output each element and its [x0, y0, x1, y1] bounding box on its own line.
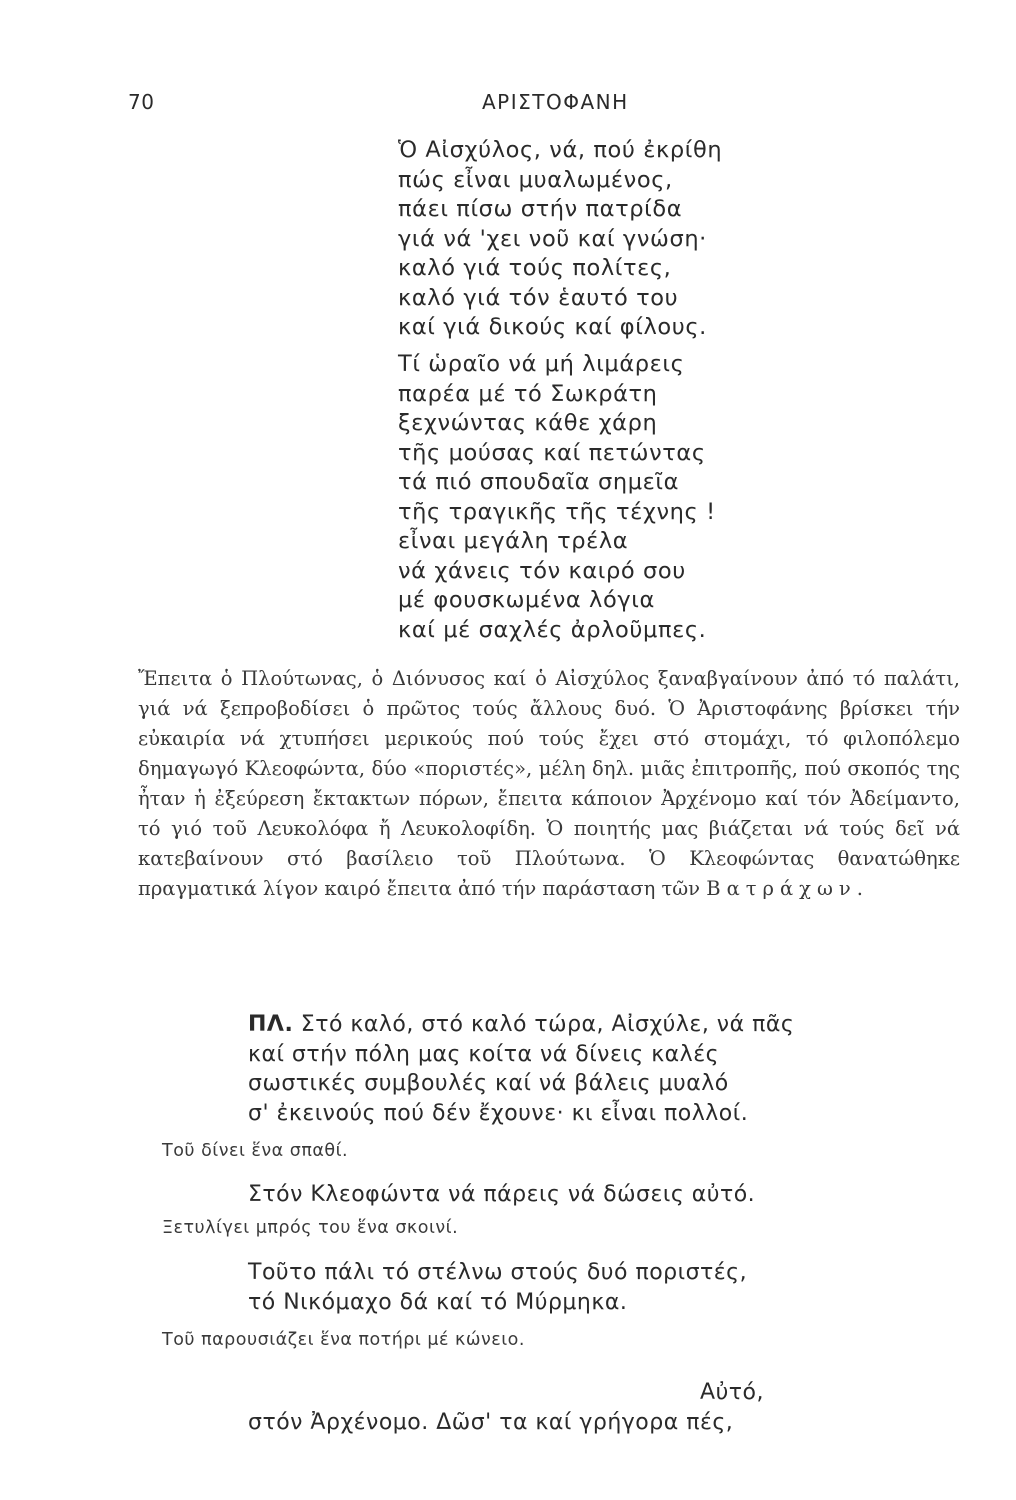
speech-line: Στόν Κλεοφώντα νά πάρεις νά δώσεις αὐτό.	[248, 1182, 756, 1207]
play-title: Βατράχων	[706, 877, 857, 900]
running-title: ΑΡΙΣΤΟΦΑΝΗ	[482, 90, 629, 114]
stage-direction: Τοῦ δίνει ἕνα σπαθί.	[162, 1141, 349, 1161]
verse-line: πάει πίσω στήν πατρίδα	[398, 196, 683, 222]
verse-line: καλό γιά τόν ἑαυτό του	[398, 284, 679, 311]
commentary-end: .	[856, 877, 863, 900]
stage-direction: Ξετυλίγει μπρός του ἕνα σκοινί.	[162, 1218, 459, 1238]
verse-stanza-1	[398, 136, 722, 343]
verse-stanza-2	[398, 350, 716, 645]
page-number: 70	[128, 90, 155, 114]
verse-line: τῆς τραγικῆς τῆς τέχνης !	[398, 498, 716, 525]
verse-line: καί γιά δικούς καί φίλους.	[398, 314, 707, 340]
speech-line	[248, 1010, 794, 1040]
verse-line: εἶναι μεγάλη τρέλα	[398, 528, 629, 554]
speech-line: Αὐτό,	[700, 1380, 764, 1405]
speech-1	[248, 1010, 794, 1128]
verse-line: τῆς μούσας καί πετώντας	[398, 439, 706, 466]
verse-line: παρέα μέ τό Σωκράτη	[398, 380, 658, 407]
verse-line: γιά νά 'χει νοῦ καί γνώση·	[398, 225, 707, 252]
speech-3	[248, 1258, 747, 1317]
speech-text: Στό καλό, στό καλό τώρα, Αἰσχύλε, νά πᾶς	[300, 1012, 795, 1037]
speech-line: σωστικές συμβουλές καί νά βάλεις μυαλό	[248, 1071, 729, 1096]
verse-line: Ὁ Αἰσχύλος, νά, πού ἐκρίθη	[398, 137, 723, 163]
verse-line: ξεχνώντας κάθε χάρη	[398, 410, 658, 436]
speech-line: Τοῦτο πάλι τό στέλνω στούς δυό ποριστές,	[248, 1260, 748, 1285]
commentary-text: Ἔπειτα ὁ Πλούτωνας, ὁ Διόνυσος καί ὁ Αἰσχύλος ξαναβγαίνουν ἀπό τό παλάτι, γιά νά ξεπροβοδίσει ὁ πρῶτος τούς ἄλλους δυό. Ὁ Ἀριστοφάνης βρίσκει τήν εὐκαιρία νά χτυπήσει μερικούς πού τούς ἔχει στό στομάχι, τό φιλοπόλεμο δημαγωγό Κλεοφώντα, δύο «ποριστές», μέλη δηλ. μιᾶς ἐπιτροπῆς, πού σκοπός της ἦταν ἡ ἐξεύρεση ἔκτακτων πόρων, ἔπειτα κάποιον Ἀρχένομο καί τόν Ἀδείμαντο, τό γιό τοῦ Λευκολόφα ἤ Λευκολοφίδη. Ὁ ποιητής μας βιάζεται νά τούς δεῖ νά κατεβαίνουν στό βασίλειο τοῦ Πλούτωνα. Ὁ Κλεοφώντας θανατώθηκε πραγματικά λίγον καιρό ἔπειτα ἀπό τήν παράσταση τῶν	[138, 667, 960, 900]
verse-line: μέ φουσκωμένα λόγια	[398, 587, 655, 613]
commentary-paragraph	[138, 664, 960, 904]
verse-line: πώς εἶναι μυαλωμένος,	[398, 166, 673, 193]
speech-line: τό Νικόμαχο δά καί τό Μύρμηκα.	[248, 1289, 628, 1315]
verse-line: Τί ὡραῖο νά μή λιμάρεις	[398, 351, 685, 377]
speaker-label: ΠΛ.	[248, 1012, 294, 1037]
speech-2	[248, 1180, 755, 1210]
speech-line: καί στήν πόλη μας κοίτα νά δίνεις καλές	[248, 1041, 720, 1067]
speech-line: στόν Ἀρχένομο. Δῶσ' τα καί γρήγορα πές,	[248, 1409, 734, 1435]
verse-line: τά πιό σπουδαῖα σημεῖα	[398, 469, 680, 495]
verse-line: καί μέ σαχλές ἀρλοῦμπες.	[398, 616, 707, 643]
verse-line: νά χάνεις τόν καιρό σου	[398, 557, 686, 584]
speech-line: σ' ἐκεινούς πού δέν ἔχουνε· κι εἶναι πολλοί.	[248, 1100, 749, 1126]
speech-4	[248, 1378, 764, 1437]
verse-line: καλό γιά τούς πολίτες,	[398, 255, 672, 281]
stage-direction: Τοῦ παρουσιάζει ἕνα ποτήρι μέ κώνειο.	[162, 1330, 525, 1350]
